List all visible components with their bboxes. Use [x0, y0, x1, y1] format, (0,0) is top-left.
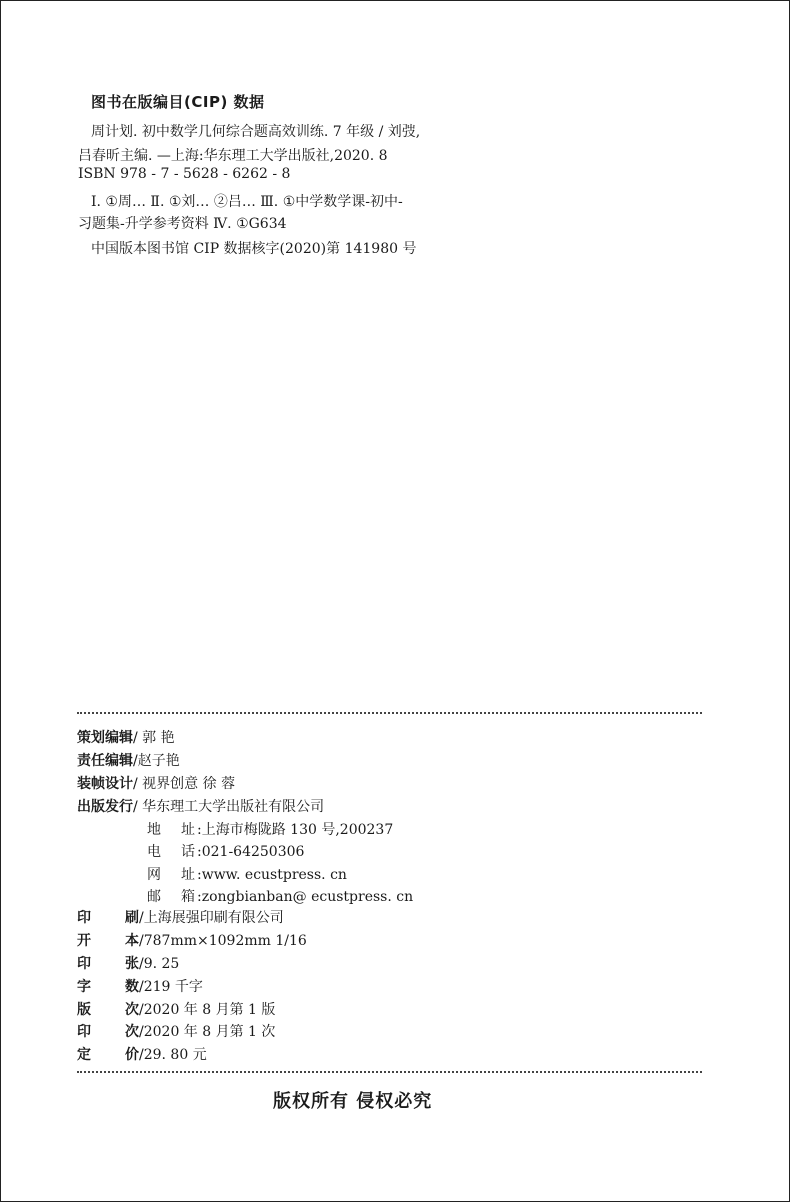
binding-design-value: 视界创意 徐 蓉: [142, 776, 236, 792]
format-row: [77, 930, 307, 950]
word-count-row: [77, 976, 203, 996]
responsible-editor-label: 责任编辑: [77, 753, 133, 769]
separator: /: [139, 910, 144, 926]
publisher-value: 华东理工大学出版社有限公司: [142, 799, 325, 815]
address-row: [147, 819, 393, 839]
email-label-b: 箱: [181, 889, 195, 905]
colon: :: [197, 889, 202, 905]
colon: :: [197, 844, 202, 860]
edition-row: [77, 999, 275, 1019]
colon: :: [197, 867, 202, 883]
planning-editor-label: 策划编辑: [77, 730, 133, 746]
price-value: 29. 80 元: [143, 1047, 207, 1063]
binding-design-label: 装帧设计: [77, 776, 133, 792]
phone-value: 021-64250306: [201, 844, 305, 860]
website-value: www. ecustpress. cn: [201, 867, 347, 883]
format-label-b: 本: [125, 933, 139, 949]
address-label-b: 址: [181, 822, 195, 838]
separator: /: [139, 1047, 144, 1063]
sheets-label-a: 印: [77, 956, 91, 972]
separator: /: [139, 979, 144, 995]
responsible-editor-value: 赵子艳: [137, 753, 180, 769]
email-label-a: 邮: [147, 889, 161, 905]
separator: /: [133, 730, 138, 746]
impression-value: 2020 年 8 月第 1 次: [143, 1024, 276, 1040]
word-count-label-b: 数: [125, 979, 139, 995]
responsible-editor-row: [77, 750, 180, 770]
printing-label-b: 刷: [125, 910, 139, 926]
publisher-row: [77, 796, 324, 816]
divider-top: [77, 712, 702, 714]
edition-label-b: 次: [125, 1002, 139, 1018]
separator: /: [139, 1024, 144, 1040]
printing-label-a: 印: [77, 910, 91, 926]
publisher-label: 出版发行: [77, 799, 133, 815]
separator: /: [133, 753, 138, 769]
address-value: 上海市梅陇路 130 号,200237: [201, 822, 394, 838]
cip-classification-2: 习题集-升学参考资料 Ⅳ. ①G634: [78, 216, 287, 232]
cip-isbn: ISBN 978 - 7 - 5628 - 6262 - 8: [78, 166, 291, 182]
separator: /: [139, 956, 144, 972]
impression-row: [77, 1021, 275, 1041]
planning-editor-value: 郭 艳: [142, 730, 175, 746]
sheets-row: [77, 953, 179, 973]
email-row: [147, 886, 413, 906]
format-label-a: 开: [77, 933, 91, 949]
colon: :: [197, 822, 202, 838]
edition-label-a: 版: [77, 1002, 91, 1018]
phone-label-a: 电: [147, 844, 161, 860]
cip-title: 图书在版编目(CIP) 数据: [91, 93, 265, 111]
email-value: zongbianban@ ecustpress. cn: [201, 889, 414, 905]
binding-design-row: [77, 773, 235, 793]
sheets-label-b: 张: [125, 956, 139, 972]
sheets-value: 9. 25: [143, 956, 180, 972]
separator: /: [133, 799, 138, 815]
website-row: [147, 864, 347, 884]
copyright-notice: 版权所有 侵权必究: [273, 1091, 433, 1112]
cip-line-1: 周计划. 初中数学几何综合题高效训练. 7 年级 / 刘弢,: [91, 124, 421, 140]
address-label-a: 地: [147, 822, 161, 838]
website-label-b: 址: [181, 867, 195, 883]
impression-label-a: 印: [77, 1024, 91, 1040]
phone-row: [147, 841, 304, 861]
price-row: [77, 1044, 207, 1064]
planning-editor-row: [77, 727, 175, 747]
edition-value: 2020 年 8 月第 1 版: [143, 1002, 276, 1018]
cip-line-2: 吕春昕主编. —上海:华东理工大学出版社,2020. 8: [78, 148, 388, 164]
phone-label-b: 话: [181, 844, 195, 860]
separator: /: [139, 933, 144, 949]
separator: /: [133, 776, 138, 792]
impression-label-b: 次: [125, 1024, 139, 1040]
word-count-label-a: 字: [77, 979, 91, 995]
price-label-b: 价: [125, 1047, 139, 1063]
cip-data-number: 中国版本图书馆 CIP 数据核字(2020)第 141980 号: [91, 241, 417, 257]
printing-value: 上海展强印刷有限公司: [143, 910, 284, 926]
price-label-a: 定: [77, 1047, 91, 1063]
divider-bottom: [77, 1071, 702, 1073]
format-value: 787mm×1092mm 1/16: [143, 933, 307, 949]
word-count-value: 219 千字: [143, 979, 203, 995]
separator: /: [139, 1002, 144, 1018]
cip-classification-1: Ⅰ. ①周… Ⅱ. ①刘… ②吕… Ⅲ. ①中学数学课-初中-: [91, 194, 403, 210]
printing-row: [77, 907, 284, 927]
website-label-a: 网: [147, 867, 161, 883]
